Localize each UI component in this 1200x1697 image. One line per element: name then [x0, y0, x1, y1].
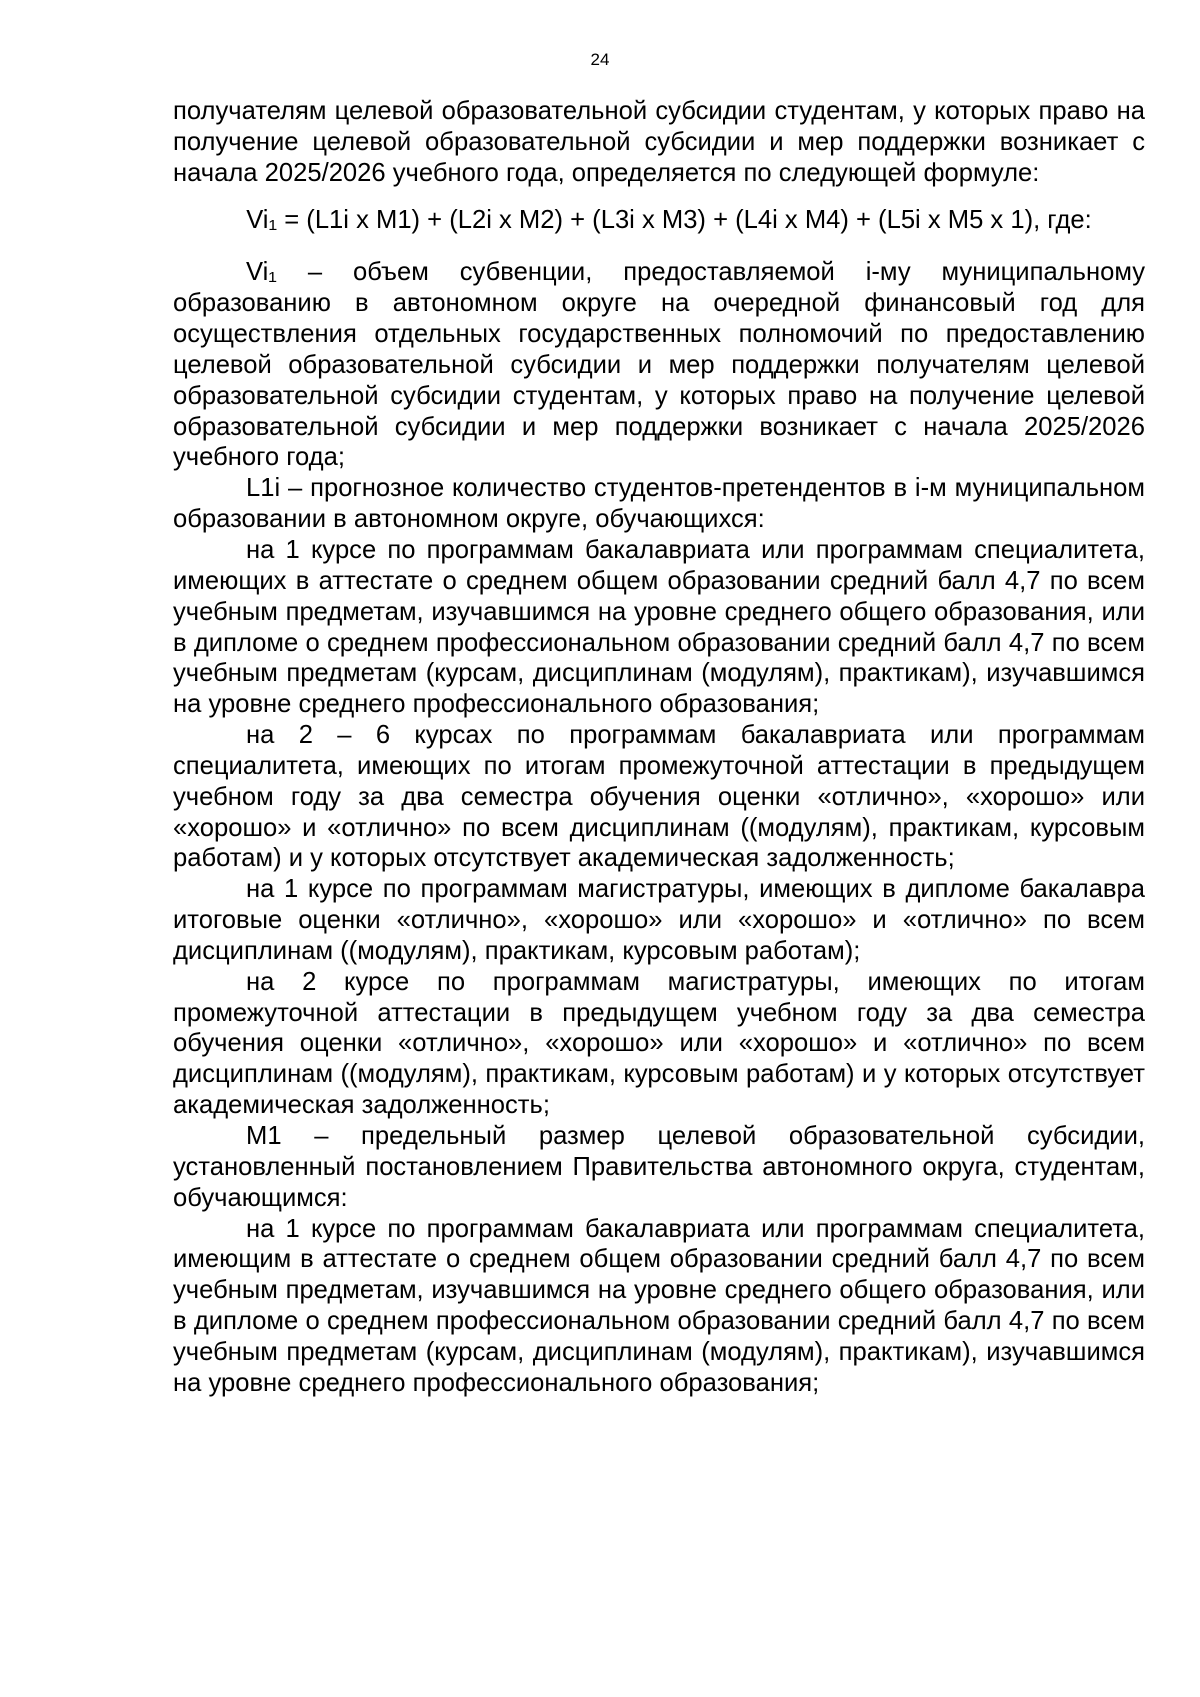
page-number: 24	[590, 50, 610, 69]
document-body	[173, 96, 1145, 1399]
list-item-master-year1: на 1 курсе по программам магистратуры, имеющих в дипломе бакалавра итоговые оценки «отлично», «хорошо» или «хорошо» и «отлично» по всем дисциплинам ((модулям), практикам, курсовым работам);	[173, 875, 1145, 965]
spacer	[173, 235, 1145, 257]
list-item-bachelor-year1: на 1 курсе по программам бакалавриата или программам специалитета, имеющих в аттестате о среднем общем образовании средний балл 4,7 по всем учебным предметам, изучавшимся на уровне среднего общего образования, или в дипломе о среднем профессиональном образовании средний балл 4,7 по всем учебным предметам (курсам, дисциплинам (модулям), практикам), изучавшимся на уровне среднего профессионального образования;	[173, 535, 1145, 719]
definition-vi1: Vi₁ – объем субвенции, предоставляемой i-му муниципальному образованию в автономном округе на очередной финансовый год для осуществления отдельных государственных полномочий по предоставлению целевой образовательной субсидии и мер поддержки получателям целевой образовательной субсидии студентам, у которых право на получение целевой образовательной субсидии и мер поддержки возникает с начала 2025/2026 учебного года;	[173, 258, 1145, 472]
definition-m1: M1 – предельный размер целевой образовательной субсидии, установленный постановлением Правительства автономного округа, студентам, обучающимся:	[173, 1122, 1145, 1212]
intro-paragraph: получателям целевой образовательной субсидии студентам, у которых право на получение целевой образовательной субсидии и мер поддержки возникает с начала 2025/2026 учебного года, определяется по следующей формуле:	[173, 97, 1145, 187]
list-item-m1-bachelor-year1: на 1 курсе по программам бакалавриата или программам специалитета, имеющим в аттестате о среднем общем образовании средний балл 4,7 по всем учебным предметам, изучавшимся на уровне среднего общего образования, или в дипломе о среднем профессиональном образовании средний балл 4,7 по всем учебным предметам (курсам, дисциплинам (модулям), практикам), изучавшимся на уровне среднего профессионального образования;	[173, 1214, 1145, 1397]
list-item-master-year2: на 2 курсе по программам магистратуры, имеющих по итогам промежуточной аттестации в предыдущем учебном году за два семестра обучения оценки «отлично», «хорошо» или «хорошо» и «отлично» по всем дисциплинам ((модулям), практикам, курсовым работам) и у которых отсутствует академическая задолженность;	[173, 967, 1145, 1120]
list-item-bachelor-years2-6: на 2 – 6 курсах по программам бакалавриата или программам специалитета, имеющих по итогам промежуточной аттестации в предыдущем учебном году за два семестра обучения оценки «отлично», «хорошо» или «хорошо» и «отлично» по всем дисциплинам ((модулям), практикам, курсовым работам) и у которых отсутствует академическая задолженность;	[173, 721, 1145, 873]
formula: Vi₁ = (L1i x M1) + (L2i x M2) + (L3i x M3) + (L4i x M4) + (L5i x M5 x 1), где:	[246, 205, 1092, 234]
spacer	[173, 189, 1145, 205]
definition-l1i: L1i – прогнозное количество студентов-претендентов в i-м муниципальном образовании в автономном округе, обучающихся:	[173, 474, 1145, 534]
